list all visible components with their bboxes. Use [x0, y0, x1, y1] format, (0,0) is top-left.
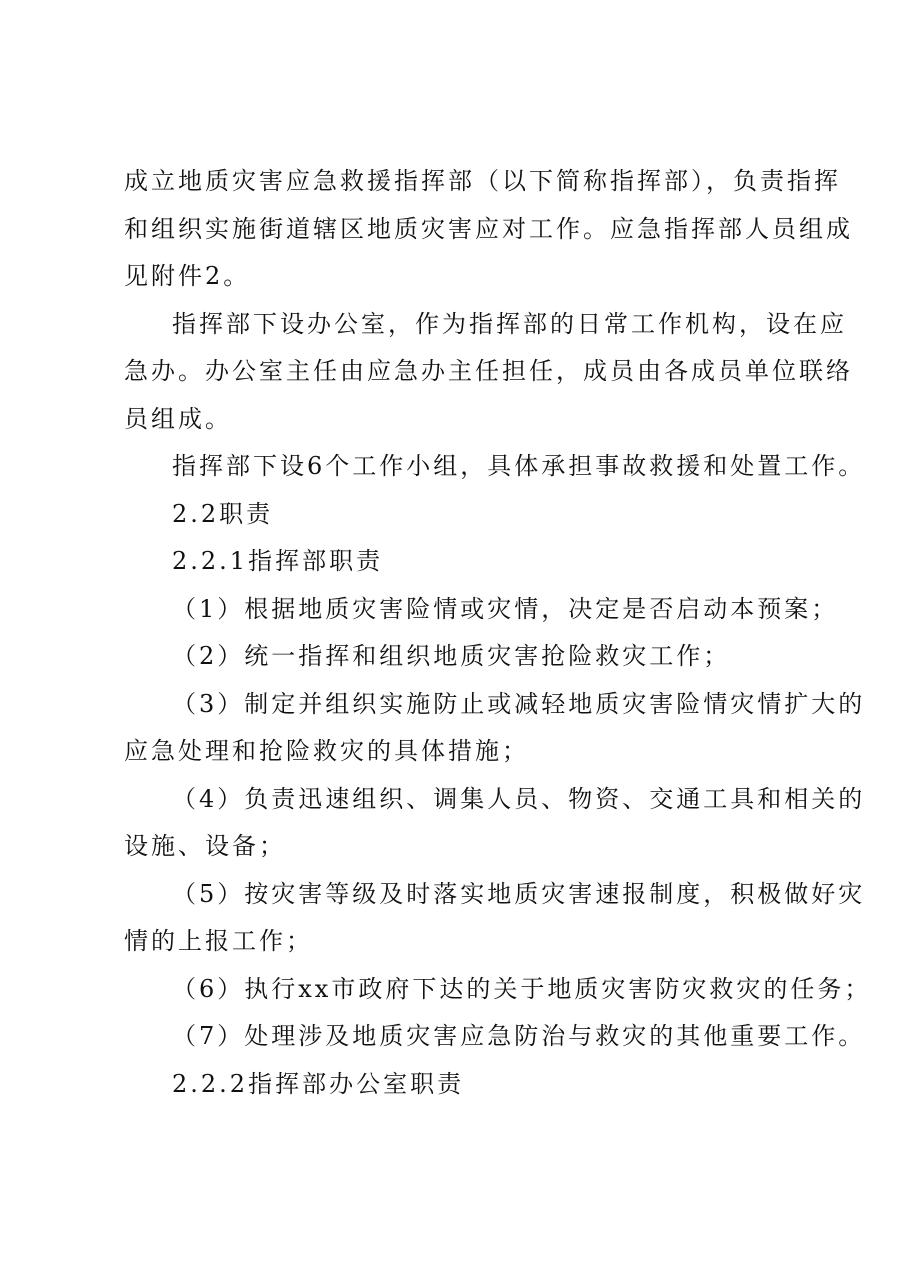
text-line: 成立地质灾害应急救援指挥部（以下简称指挥部），负责指挥	[124, 167, 841, 195]
list-item: （3）制定并组织实施防止或减轻地质灾害险情灾情扩大的	[172, 689, 866, 718]
list-item: （5）按灾害等级及时落实地质灾害速报制度，积极做好灾	[172, 879, 866, 908]
list-item: （2）统一指挥和组织地质灾害抢险救灾工作；	[172, 642, 731, 670]
text-line: 和组织实施街道辖区地质灾害应对工作。应急指挥部人员组成	[124, 214, 853, 243]
subsection-heading: 2.2.2指挥部办公室职责	[172, 1069, 465, 1098]
list-item: （1）根据地质灾害险情或灾情，决定是否启动本预案；	[172, 594, 839, 623]
list-item: （4）负责迅速组织、调集人员、物资、交通工具和相关的	[172, 784, 866, 813]
text-line: 急办。办公室主任由应急办主任担任，成员由各成员单位联络	[124, 357, 853, 385]
list-item-continuation: 应急处理和抢险救灾的具体措施；	[124, 737, 529, 765]
text-line: 见附件2。	[124, 262, 251, 290]
list-item-continuation: 设施、设备；	[124, 832, 286, 860]
document-body	[124, 158, 872, 1108]
text-line: 指挥部下设6个工作小组，具体承担事故救援和处置工作。	[172, 452, 866, 480]
subsection-heading: 2.2.1指挥部职责	[172, 547, 384, 575]
list-item-continuation: 情的上报工作；	[124, 927, 313, 955]
text-line: 指挥部下设办公室，作为指挥部的日常工作机构，设在应	[172, 309, 847, 338]
list-item: （7）处理涉及地质灾害应急防治与救灾的其他重要工作。	[172, 1022, 866, 1050]
section-heading: 2.2职责	[172, 499, 274, 528]
list-item: （6）执行xx市政府下达的关于地质灾害防灾救灾的任务；	[172, 974, 872, 1003]
text-line: 员组成。	[124, 404, 232, 433]
